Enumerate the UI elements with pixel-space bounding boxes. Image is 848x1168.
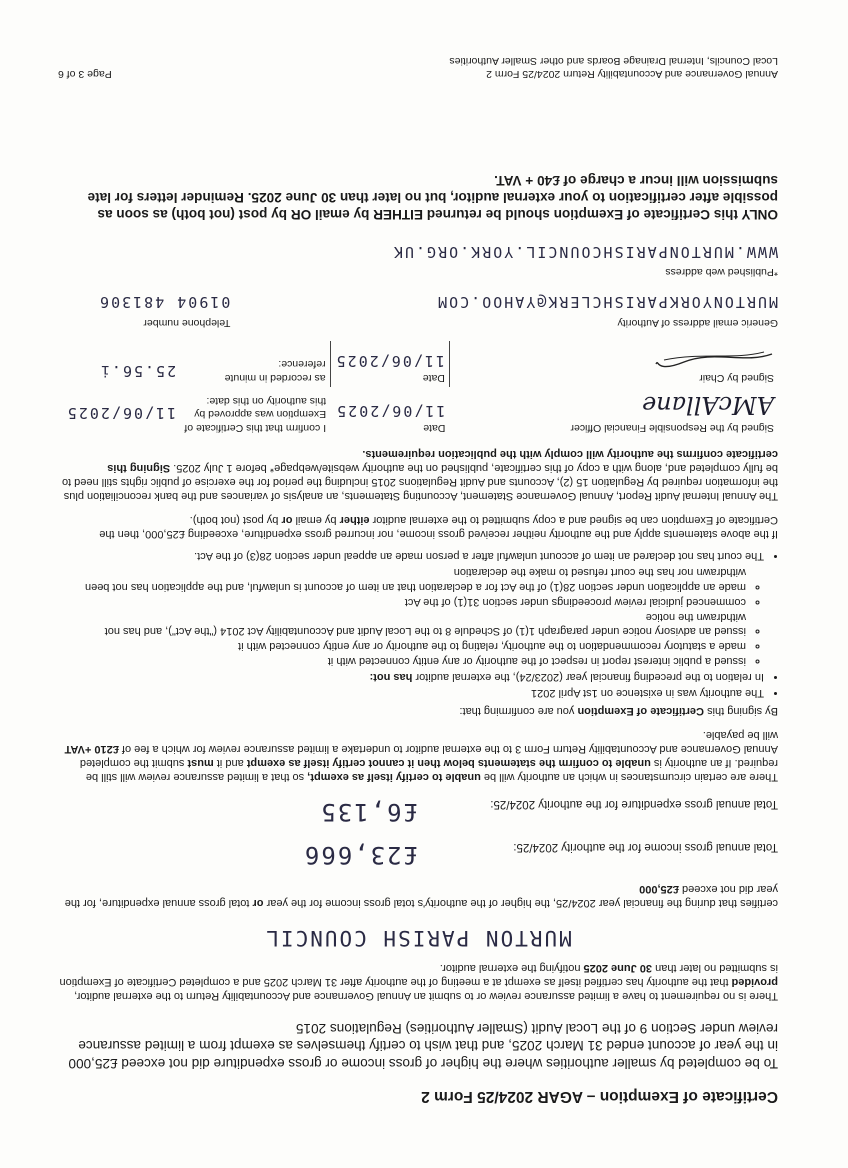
list-item: ◦ issued a public interest report in respect of the authority or any entity connected with it <box>58 654 746 668</box>
income-value: £23,666 <box>302 840 418 869</box>
footer-subtitle: Local Councils, Internal Drainage Boards and other Smaller Authorities <box>449 54 778 67</box>
sub-list <box>58 565 746 668</box>
web-address-value: WWW.MURTONPARISHCOUNCIL.YORK.ORG.UK <box>391 242 778 261</box>
authority-name-handwritten: MURTON PARISH COUNCIL <box>264 925 572 950</box>
rfo-signature: AMcAllane <box>642 391 774 420</box>
minute-reference: 25.56.i <box>98 361 177 380</box>
list-item: • The court has not declared an item of account unlawful after a person made an appeal under section 28(3) of the Act. <box>58 549 764 563</box>
list-item: ◦ made an application under section 28(1) of the Act for a declaration that an item of account is unlawful, and the application has not been withdrawn nor has the court refused to make the declaration <box>58 565 746 593</box>
list-item: ◦ issued an advisory notice under paragraph 1(1) of Schedule 8 to the Local Audit and Accountability Act 2014 ("the Act"), and has not withdrawn the notice <box>58 610 746 638</box>
approved-date: 11/06/2025 <box>65 403 177 422</box>
intro-text: To be completed by smaller authorities where the higher of gross income or gross expenditure did not exceed £25,000 in the year of account ended 31 March 2025, and that wish to certify themselves as exempt from a limited assurance review under Section 9 of the Local Audit (Smaller Authorities) Regulations 2015 <box>68 1020 778 1072</box>
page-number: Page 3 of 6 <box>58 68 112 80</box>
page-title: Certificate of Exemption – AGAR 2024/25 Form 2 <box>421 1088 778 1105</box>
email-value: MURTONYORKPARISHCLERK@YAHOO.COM <box>436 293 778 312</box>
minute-label: as recorded in minute reference: <box>224 358 326 384</box>
chair-date: 11/06/2025 <box>334 352 445 371</box>
circumstances-paragraph: There are certain circumstances in which an authority will be unable to certify itself as exempt, so that a limited assurance review will still be required. If an authority is unable to confirm the statements below then it cannot certify itself as exempt and it must submit the completed Annual Governance and Accountability Return Form 3 to the external auditor to undertake a limited assurance review for which a fee of £210 +VAT will be payable. <box>64 729 778 784</box>
phone-value: 01904 481306 <box>98 293 231 312</box>
web-address-label: *Published web address <box>665 266 778 279</box>
submission-notice: ONLY this Certificate of Exemption should be returned EITHER by email OR by post (not both) as soon as possible after certification to your external auditor, but no later than 30 June 2025. Reminder letters for late submission will incur a charge of £40 + VAT. <box>87 172 778 222</box>
contact-section <box>58 292 778 329</box>
exemption-paragraph: There is no requirement to have a limited assurance review or to submit an Annual Governance and Accountability Return to the external auditor, provided that the authority has certified itself as exempt at a meeting of the authority after 31 March 2025 and a completed Certificate of Exemption is submitted no later than 30 June 2025 notifying the external auditor. <box>59 962 778 1003</box>
expenditure-row <box>58 796 778 827</box>
income-row <box>58 839 778 870</box>
certifies-paragraph: certifies that during the financial year 2024/25, the higher of the authority's total gross income for the year or total gross annual expenditure, for the year did not exceed £25,000 <box>64 882 778 910</box>
signature-table <box>58 341 778 437</box>
list-item: ◦ commenced judicial review proceedings under section 31(1) of the Act <box>58 595 746 609</box>
submission-paragraph: If the above statements apply and the authority neither received gross income, nor incurred gross expenditure, exceeding £25,000, then the Certificate of Exemption can be signed and a copy submitted to the external auditor either by email or by post (not both). <box>99 514 778 541</box>
list-item: • In relation to the preceding financial year (2023/24), the external auditor has not: ◦ issued a public interest report in respect of the authority or any entity connected with it ◦ made a statutory recommendation to the authority, relating to the authority or any entity connected with it ◦ issued an advisory notice under paragraph 1(1) of Schedule 8 to the Local Audit and Accountability Act 2014 ("the Act"), and has not withdrawn the notice ◦ commenced judicial review proceedings under section 31(1) of the Act ◦ made an application under section 28(1) of the Act for a declaration that an item of account is unlawful, and the application has not been withdrawn nor has the court refused to make the declaration <box>58 565 764 684</box>
page-footer <box>58 53 778 80</box>
confirmation-list <box>58 549 764 700</box>
expenditure-value: £6,135 <box>319 798 418 827</box>
signing-intro: By signing this Certificate of Exemption you are confirming that: <box>459 705 778 718</box>
list-item: ◦ made a statutory recommendation to the authority, relating to the authority or any entity connected with it <box>58 639 746 653</box>
expenditure-label: Total annual gross expenditure for the authority 2024/25: <box>490 798 778 811</box>
footer-title: Annual Governance and Accountability Return 2024/25 Form 2 <box>486 68 778 80</box>
email-label: Generic email address of Authority <box>617 316 778 329</box>
date-label: Date <box>423 421 446 434</box>
list-item: • The authority was in existence on 1st April 2021 <box>58 686 764 700</box>
confirm-label: I confirm that this Certificate of Exemption was approved by this authority on this date: <box>184 394 327 434</box>
rfo-label: Signed by the Responsible Financial Officer <box>570 421 774 434</box>
chair-signature <box>654 348 774 370</box>
email-block <box>436 292 778 329</box>
rfo-date: 11/06/2025 <box>335 402 446 421</box>
chair-label: Signed by Chair <box>699 371 774 384</box>
income-label: Total annual gross income for the authority 2024/25: <box>513 840 778 853</box>
web-address-block <box>58 242 778 279</box>
publication-paragraph: The Annual Internal Audit Report, Annual Governance Statement, Accounting Statements, an analysis of variances and the bank reconciliation plus the information required by Regulation 15 (2), Accounts and Audit Regulations 2015 including the period for the exercise of public rights still need to be fully completed and, along with a copy of this certificate, published on the authority website/webpage* before 1 July 2025. Signing this certificate confirms the authority will comply with the publication requirements. <box>61 447 778 503</box>
phone-label: Telephone number <box>143 316 231 329</box>
date-label: Date <box>422 371 445 384</box>
phone-block <box>98 292 230 329</box>
